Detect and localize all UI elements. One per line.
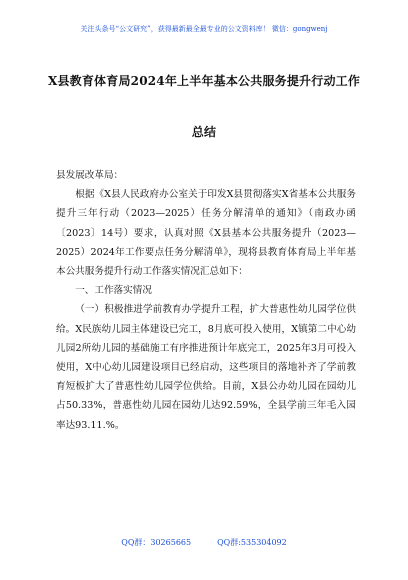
paragraph-preschool: （一）积极推进学前教育办学提升工程，扩大普惠性幼儿园学位供给。X民族幼儿园主体建设已完工，8月底可投入使用，X镇第二中心幼儿园2所幼儿园的基础施工有序推进预计年底完工，2025年3月可投入使用，X中心幼儿园建设项目已经启动，这些项目的落地补齐了学前教育短板扩大了普惠性幼儿园学位供给。目前，X县公办幼儿园在园幼儿占50.33%，普惠性幼儿园在园幼儿达92.59%，全县学前三年毛入园率达93.11.%。 [56,304,356,431]
footer-qq-group-1: QQ群：30265665 [121,538,192,547]
footer [0,537,408,548]
document-body [56,166,356,435]
document-title-line-2: 总结 [191,125,217,139]
document-title-line-1: X县教育体育局2024年上半年基本公共服务提升行动工作 [47,74,361,88]
header-banner: 关注头条号“公文研究”，获得最新最全最专业的公文资料库！ 微信：gongwenj [80,25,328,33]
salutation: 县发展改革局： [56,170,124,181]
footer-qq-group-2: QQ群:535304092 [217,538,287,547]
section-heading: 一、工作落实情况 [75,285,152,297]
paragraph-intro: 根据《X县人民政府办公室关于印发X县贯彻落实X省基本公共服务提升三年行动（2023—2025）任务分解清单的通知》（南政办函〔2023〕14号）要求，认真对照《X县基本公共服务提升（2023—2025）2024年工作要点任务分解清单》，现将县教育体育局上半年基本公共服务提升行动工作落实情况汇总如下： [56,189,356,278]
